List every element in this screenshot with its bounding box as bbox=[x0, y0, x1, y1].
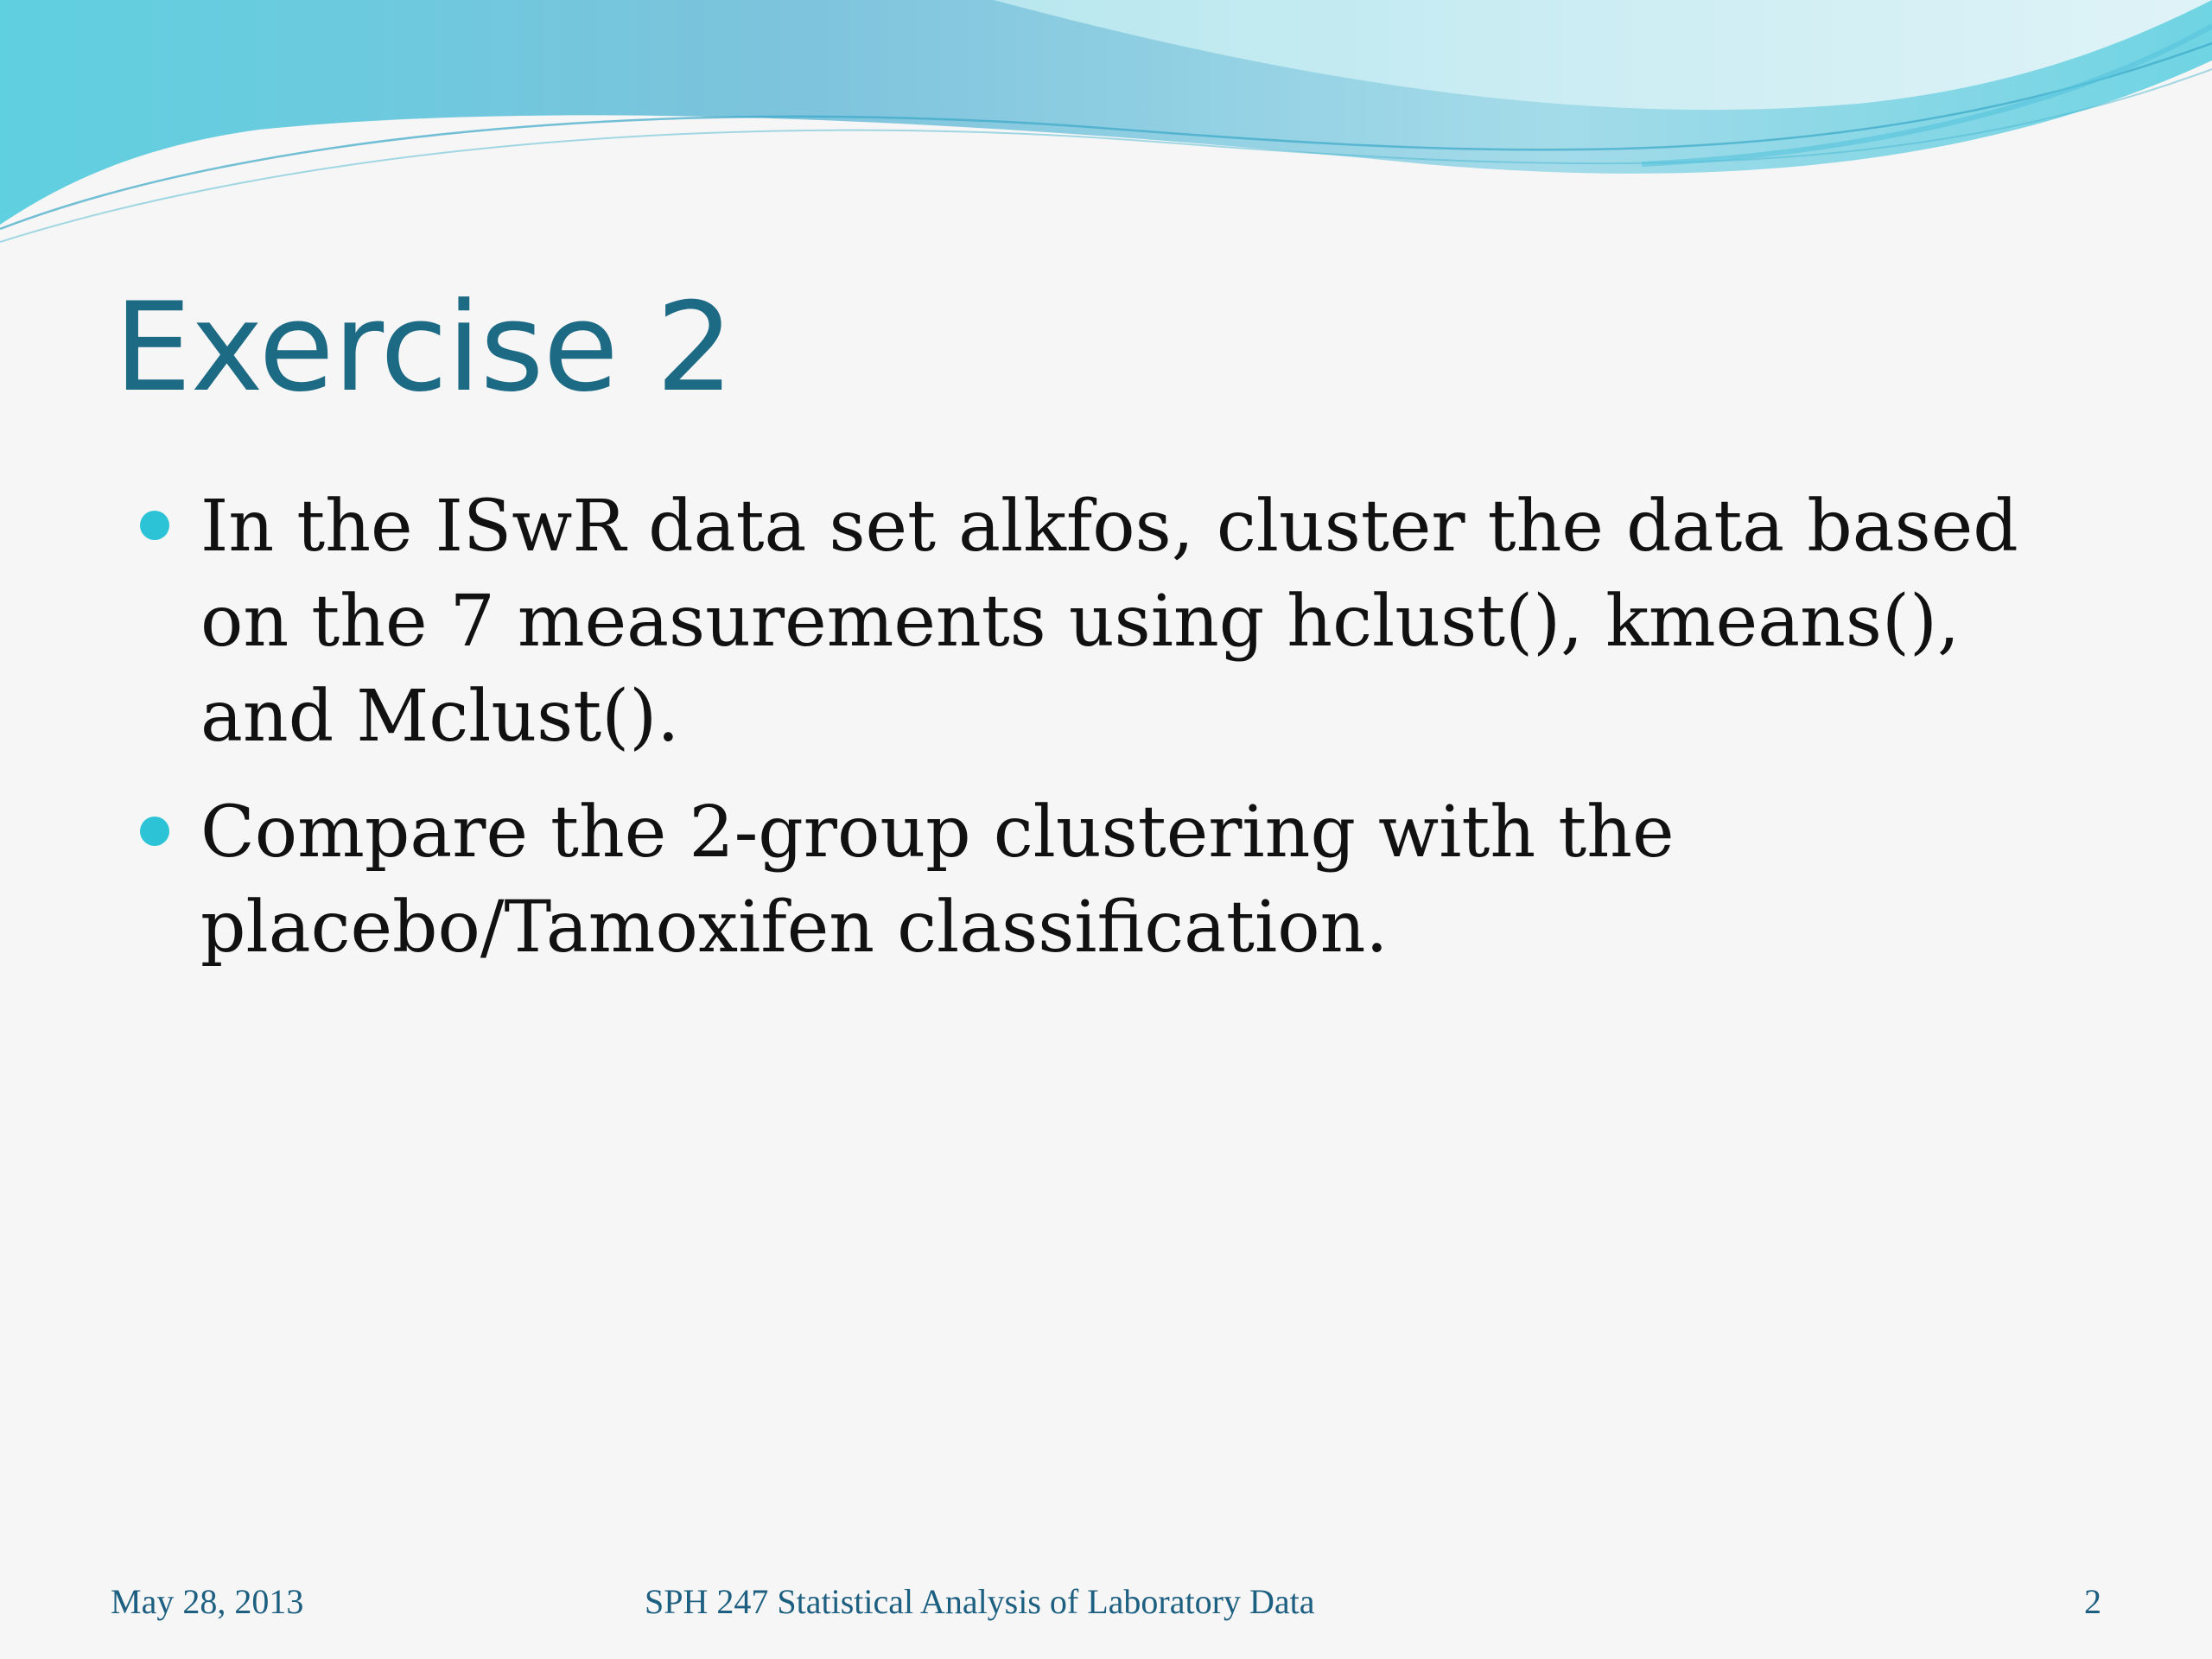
footer-course-title: SPH 247 Statistical Analysis of Laboratory Data bbox=[645, 1582, 1315, 1621]
bullet-dot-icon bbox=[140, 511, 169, 540]
bullet-list bbox=[140, 480, 2041, 996]
footer-page-number: 2 bbox=[2084, 1582, 2101, 1621]
bullet-dot-icon bbox=[140, 817, 169, 846]
bullet-text: In the ISwR data set alkfos, cluster the data based on the 7 measurements using hclust(), kmeans(), and Mclust(). bbox=[200, 486, 2018, 758]
footer-date: May 28, 2013 bbox=[111, 1582, 304, 1621]
bullet-text: Compare the 2-group clustering with the placebo/Tamoxifen classification. bbox=[200, 791, 1675, 969]
slide-title: Exercise 2 bbox=[114, 276, 734, 419]
bullet-item bbox=[140, 785, 2041, 976]
bullet-item bbox=[140, 480, 2041, 765]
header-wave-decoration bbox=[0, 0, 2212, 259]
